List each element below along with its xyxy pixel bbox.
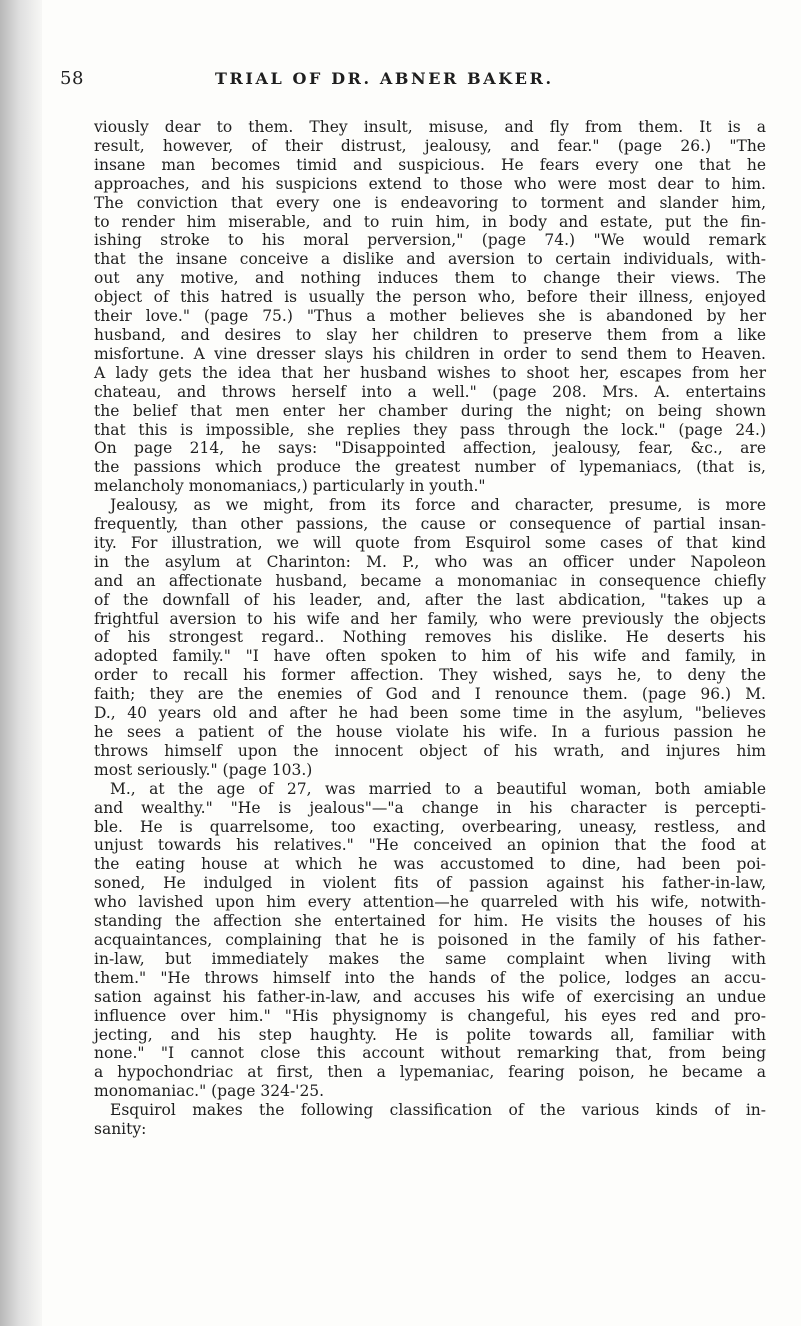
text-line: frightful aversion to his wife and her family, who were previously the objects [94,609,766,628]
text-line: who lavished upon him every attention—he quarreled with his wife, notwith- [94,893,766,912]
text-line: most seriously." (page 103.) [94,760,313,779]
text-line: husband, and desires to slay her children to preserve them from a like [94,325,766,344]
text-line: sation against his father-in-law, and accuses his wife of exercising an undue [94,987,766,1006]
text-line: influence over him." "His physignomy is changeful, his eyes red and pro- [94,1006,766,1025]
text-line: adopted family." "I have often spoken to him of his wife and family, in [94,647,766,666]
text-line: in-law, but immediately makes the same complaint when living with [94,949,766,968]
text-line: object of this hatred is usually the person who, before their illness, enjoyed [94,288,766,307]
text-line: the eating house at which he was accustomed to dine, had been poi- [94,855,766,874]
text-line: ishing stroke to his moral perversion," (page 74.) "We would remark [94,231,766,250]
text-line: that this is impossible, she replies they pass through the lock." (page 24.) [94,420,766,439]
text-line: of his strongest regard.. Nothing removes his dislike. He deserts his [94,628,766,647]
text-line: out any motive, and nothing induces them to change their views. The [94,269,766,288]
binding-shadow [0,0,42,1326]
text-line: M., at the age of 27, was married to a beautiful woman, both amiable [110,779,766,798]
text-line: melancholy monomaniacs,) particularly in youth." [94,477,486,496]
text-line: monomaniac." (page 324-'25. [94,1082,325,1101]
text-line: faith; they are the enemies of God and I renounce them. (page 96.) M. [94,685,766,704]
text-line: the belief that men enter her chamber during the night; on being shown [94,401,766,420]
text-line: jecting, and his step haughty. He is polite towards all, familiar with [94,1025,766,1044]
text-line: sanity: [94,1120,147,1139]
text-line: Esquirol makes the following classification of the various kinds of in- [110,1101,766,1120]
text-line: them." "He throws himself into the hands of the police, lodges an accu- [94,968,766,987]
text-line: their love." (page 75.) "Thus a mother believes she is abandoned by her [94,307,766,326]
text-line: acquaintances, complaining that he is poisoned in the family of his father- [94,930,766,949]
text-line: throws himself upon the innocent object of his wrath, and injures him [94,741,766,760]
text-line: in the asylum at Charinton: M. P., who was an officer under Napoleon [94,552,766,571]
text-line: unjust towards his relatives." "He conceived an opinion that the food at [94,836,766,855]
text-line: insane man becomes timid and suspicious. He fears every one that he [94,155,766,174]
text-line: and wealthy." "He is jealous"—"a change in his character is percepti- [94,798,766,817]
text-line: The conviction that every one is endeavoring to torment and slander him, [94,193,766,212]
text-line: a hypochondriac at first, then a lypemaniac, fearing poison, he became a [94,1063,766,1082]
text-line: frequently, than other passions, the cause or consequence of partial insan- [94,515,766,534]
text-line: D., 40 years old and after he had been some time in the asylum, "believes [94,704,766,723]
page-header [60,68,740,90]
text-line: viously dear to them. They insult, misuse, and fly from them. It is a [94,118,766,136]
text-line: Jealousy, as we might, from its force and character, presume, is more [110,496,766,515]
text-line: soned, He indulged in violent fits of passion against his father-in-law, [94,874,766,893]
text-line: order to recall his former affection. They wished, says he, to deny the [94,666,766,685]
page-number: 58 [60,68,84,89]
text-line: that the insane conceive a dislike and aversion to certain individuals, with- [94,250,766,269]
text-line: the passions which produce the greatest number of lypemaniacs, (that is, [94,458,766,477]
text-line: he sees a patient of the house violate his wife. In a furious passion he [94,723,766,741]
text-line: none." "I cannot close this account without remarking that, from being [94,1044,766,1063]
text-line: approaches, and his suspicions extend to those who were most dear to him. [94,174,766,193]
text-line: A lady gets the idea that her husband wishes to shoot her, escapes from her [94,363,766,382]
text-line: ble. He is quarrelsome, too exacting, overbearing, uneasy, restless, and [94,817,766,836]
text-line: ity. For illustration, we will quote from Esquirol some cases of that kind [94,533,766,552]
text-line: result, however, of their distrust, jealousy, and fear." (page 26.) "The [94,136,766,155]
text-line: On page 214, he says: "Disappointed affection, jealousy, fear, &c., are [94,439,766,458]
body-text [94,118,766,1139]
text-line: standing the affection she entertained for him. He visits the houses of his [94,912,766,931]
text-line: chateau, and throws herself into a well." (page 208. Mrs. A. entertains [94,382,766,401]
text-line: of the downfall of his leader, and, after the last abdication, "takes up a [94,590,766,609]
text-line: and an affectionate husband, became a monomaniac in consequence chiefly [94,571,766,590]
text-line: to render him miserable, and to ruin him, in body and estate, put the fin- [94,212,766,231]
text-line: misfortune. A vine dresser slays his children in order to send them to Heaven. [94,344,766,363]
running-title: TRIAL OF DR. ABNER BAKER. [215,69,554,88]
